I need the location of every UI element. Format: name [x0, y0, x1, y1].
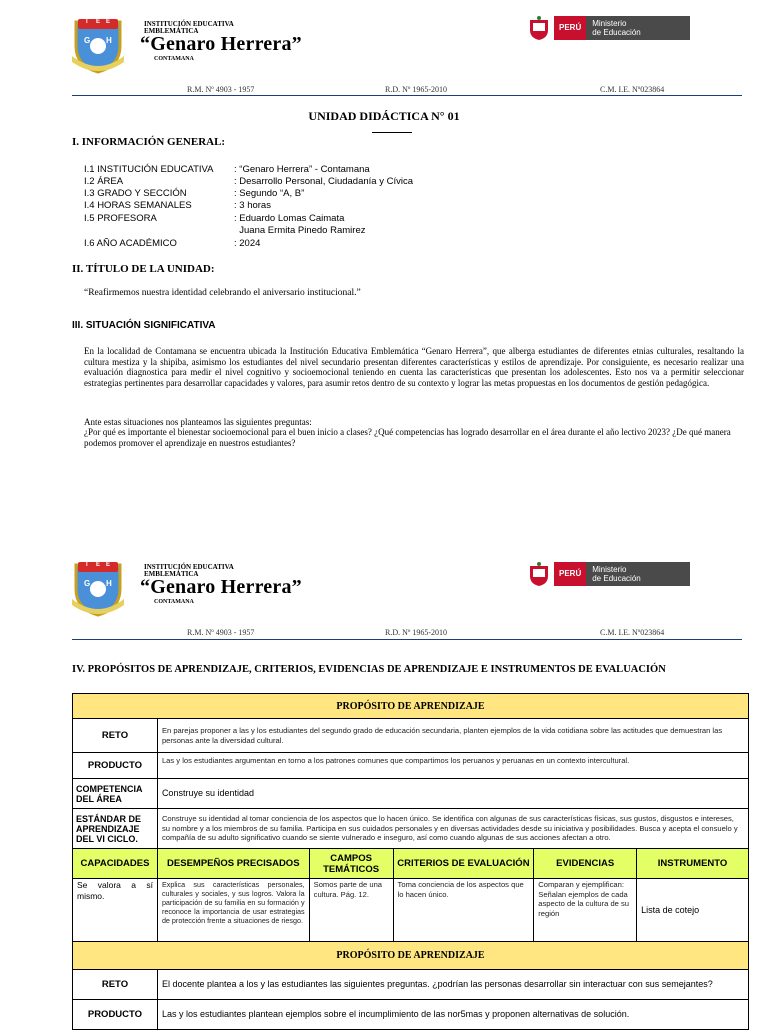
general-info-list	[84, 164, 684, 254]
info-value: : Segundo “A, B”	[234, 188, 305, 199]
producto-text: Las y los estudiantes argumentan en torno a los patrones comunes que compartimos los peruanos y peruanas en un contexto intercultural.	[157, 753, 748, 779]
logo-letter: I	[86, 562, 88, 568]
section-3-heading: III. SITUACIÓN SIGNIFICATIVA	[72, 320, 216, 331]
producto-2-label: PRODUCTO	[73, 1000, 158, 1030]
ministry-label	[586, 16, 690, 40]
info-key: I.1 INSTITUCIÓN EDUCATIVA	[84, 164, 214, 175]
ministry-label	[586, 562, 690, 586]
logo-letter: H	[106, 579, 112, 588]
logo-letter: I	[86, 19, 88, 25]
unit-title-text: “Reafirmemos nuestra identidad celebrando el aniversario institucional.”	[84, 288, 361, 298]
school-name: “Genaro Herrera”	[140, 33, 302, 55]
school-logo	[70, 559, 126, 617]
info-key: I.2 ÁREA	[84, 176, 124, 187]
info-value: Juana Ermita Pinedo Ramirez	[234, 225, 366, 236]
desempeno-cell: Explica sus características personales, culturales y sociales, y sus logros. Valora la participación de su familia en su formación y reconoce la importancia de usar estrategias de protección frente a situaciones de riesgo.	[157, 879, 309, 942]
col-header-campos: CAMPOS TEMÁTICOS	[309, 849, 393, 879]
col-header-criterios: CRITERIOS DE EVALUACIÓN	[393, 849, 534, 879]
instrumento-cell: Lista de cotejo	[637, 879, 749, 942]
reto-text: En parejas proponer a las y los estudiantes del segundo grado de educación secundaria, planten ejemplos de la vida cotidiana sobre las actitudes que demuestran las personas ante la diversidad cultural.	[157, 719, 748, 753]
rm-reference: R.M. Nº 4903 - 1957	[187, 628, 255, 637]
ministry-line-2: de Educación	[592, 28, 641, 37]
purpose-block-2-title: PROPÓSITO DE APRENDIZAJE	[73, 942, 749, 970]
town-name: CONTAMANA	[154, 56, 194, 62]
purpose-table	[72, 693, 749, 1030]
producto-label: PRODUCTO	[73, 753, 158, 779]
logo-letter: G	[84, 579, 91, 588]
info-value: : 2024	[234, 238, 261, 249]
reto-2-text: El docente plantea a los y las estudiantes las siguientes preguntas. ¿podrían las personas desarrollar sin interactuar con sus semejantes?	[157, 970, 748, 1000]
header-rule	[72, 95, 742, 96]
info-value: : “Genaro Herrera” - Contamana	[234, 164, 370, 175]
section-4-heading: IV. PROPÓSITOS DE APRENDIZAJE, CRITERIOS, EVIDENCIAS DE APRENDIZAJE E INSTRUMENTOS DE EVALUACIÓN	[72, 664, 666, 675]
competencia-label: COMPETENCIA DEL ÁREA	[73, 779, 158, 809]
col-header-evidencias: EVIDENCIAS	[534, 849, 637, 879]
school-logo	[70, 16, 126, 74]
capacidad-cell: Se valora a sí mismo.	[73, 879, 158, 942]
section-2-heading: II. TÍTULO DE LA UNIDAD:	[72, 263, 215, 275]
questions-intro: Ante estas situaciones nos planteamos las siguientes preguntas:	[84, 417, 312, 427]
producto-2-text: Las y los estudiantes plantean ejemplos sobre el incumplimiento de las nor5mas y proponen alternativas de solución.	[157, 1000, 748, 1030]
logo-letter: H	[106, 36, 112, 45]
logo-letter: E	[96, 19, 101, 25]
peru-label: PERÚ	[554, 562, 586, 586]
estandar-text: Construye su identidad al tomar conciencia de los aspectos que lo hacen único. Se identifica con algunas de sus características físicas, sus gustos, disgustos e intereses, su nombre y a los miembros de su familia. Participa en sus cuidados personales y en diversas actividades desde su iniciativa y posibilidades. Busca y acepta el consuelo y compañía de su adulto significativo cuando se siente vulnerado e inseguro, así como cuando algunas de sus acciones afectan a otro.	[157, 809, 748, 849]
logo-letter: G	[84, 36, 91, 45]
ministry-line-2: de Educación	[592, 574, 641, 583]
purpose-block-title: PROPÓSITO DE APRENDIZAJE	[73, 694, 749, 719]
info-key: I.6 AÑO ACADÉMICO	[84, 238, 177, 249]
ministry-line-1: Ministerio	[592, 19, 627, 28]
rd-reference: R.D. Nº 1965-2010	[385, 628, 448, 637]
info-value: : Eduardo Lomas Caimata	[234, 213, 345, 224]
col-header-instrumento: INSTRUMENTO	[637, 849, 749, 879]
criterio-cell: Toma conciencia de los aspectos que lo hacen único.	[393, 879, 534, 942]
logo-letter: E	[106, 19, 111, 25]
peru-shield-icon	[526, 561, 552, 587]
info-value: : 3 horas	[234, 200, 271, 211]
info-value: : Desarrollo Personal, Ciudadanía y Cívica	[234, 176, 414, 187]
col-header-desempenos: DESEMPEÑOS PRECISADOS	[157, 849, 309, 879]
competencia-text: Construye su identidad	[157, 779, 748, 809]
info-key: I.3 GRADO Y SECCIÓN	[84, 188, 187, 199]
peru-shield-icon	[526, 15, 552, 41]
emblematica-line: EMBLEMÁTICA	[144, 570, 199, 578]
emblematica-line: EMBLEMÁTICA	[144, 27, 199, 35]
school-name: “Genaro Herrera”	[140, 576, 302, 598]
logo-letter: E	[106, 562, 111, 568]
questions-paragraph: ¿Por qué es importante el bienestar socioemocional para el buen inicio a clases? ¿Qué competencias has logrado desarrollar en el área durante el año lectivo 2023? ¿De qué manera podemos promover el aprendizaje en nuestros estudiantes?	[84, 427, 731, 448]
campo-cell: Somos parte de una cultura. Pág. 12.	[309, 879, 393, 942]
peru-label: PERÚ	[554, 16, 586, 40]
title-underline	[372, 132, 412, 133]
ministry-logo	[526, 561, 690, 587]
header-rule	[72, 639, 742, 640]
ministry-logo	[526, 15, 690, 41]
cmie-reference: C.M. I.E. Nº023864	[600, 628, 665, 637]
institution-line: INSTITUCIÓN EDUCATIVA	[144, 563, 234, 571]
ministry-line-1: Ministerio	[592, 565, 627, 574]
institution-line: INSTITUCIÓN EDUCATIVA	[144, 20, 234, 28]
town-name: CONTAMANA	[154, 599, 194, 605]
rm-reference: R.M. Nº 4903 - 1957	[187, 85, 255, 94]
estandar-label: ESTÁNDAR DE APRENDIZAJE DEL VI CICLO.	[73, 809, 158, 849]
info-key: I.5 PROFESORA	[84, 213, 157, 224]
logo-letter: E	[96, 562, 101, 568]
reto-label: RETO	[73, 719, 158, 753]
rd-reference: R.D. Nº 1965-2010	[385, 85, 448, 94]
info-key: I.4 HORAS SEMANALES	[84, 200, 192, 211]
evidencia-cell: Comparan y ejemplifican: Señalan ejemplos de cada aspecto de la cultura de su región	[534, 879, 637, 942]
col-header-capacidades: CAPACIDADES	[73, 849, 158, 879]
reto-2-label: RETO	[73, 970, 158, 1000]
unit-title-heading: UNIDAD DIDÁCTICA N° 01	[308, 109, 460, 123]
table-row	[73, 879, 749, 942]
situation-paragraph: En la localidad de Contamana se encuentra ubicada la Institución Educativa Emblemática “Genaro Herrera”, que alberga estudiantes de diferentes etnias culturales, resaltando la cultura mestiza y la shipiba, asimismo los estudiantes del nivel secundario presentan diferentes características y estilos de aprendizaje. Por consiguiente, es necesario realizar una evaluación diagnostica para medir el nivel cognitivo y socioemocional teniendo en cuenta las características que presentan los adolescentes. Esto nos va a permitir seleccionar estrategias pertinentes para desarrollar capacidades y valores, para asumir retos dentro de su contexto y lograr las metas propuestas en los documentos de gestión pedagógica.	[84, 346, 744, 388]
section-1-heading: I. INFORMACIÓN GENERAL:	[72, 136, 226, 148]
cmie-reference: C.M. I.E. Nº023864	[600, 85, 665, 94]
